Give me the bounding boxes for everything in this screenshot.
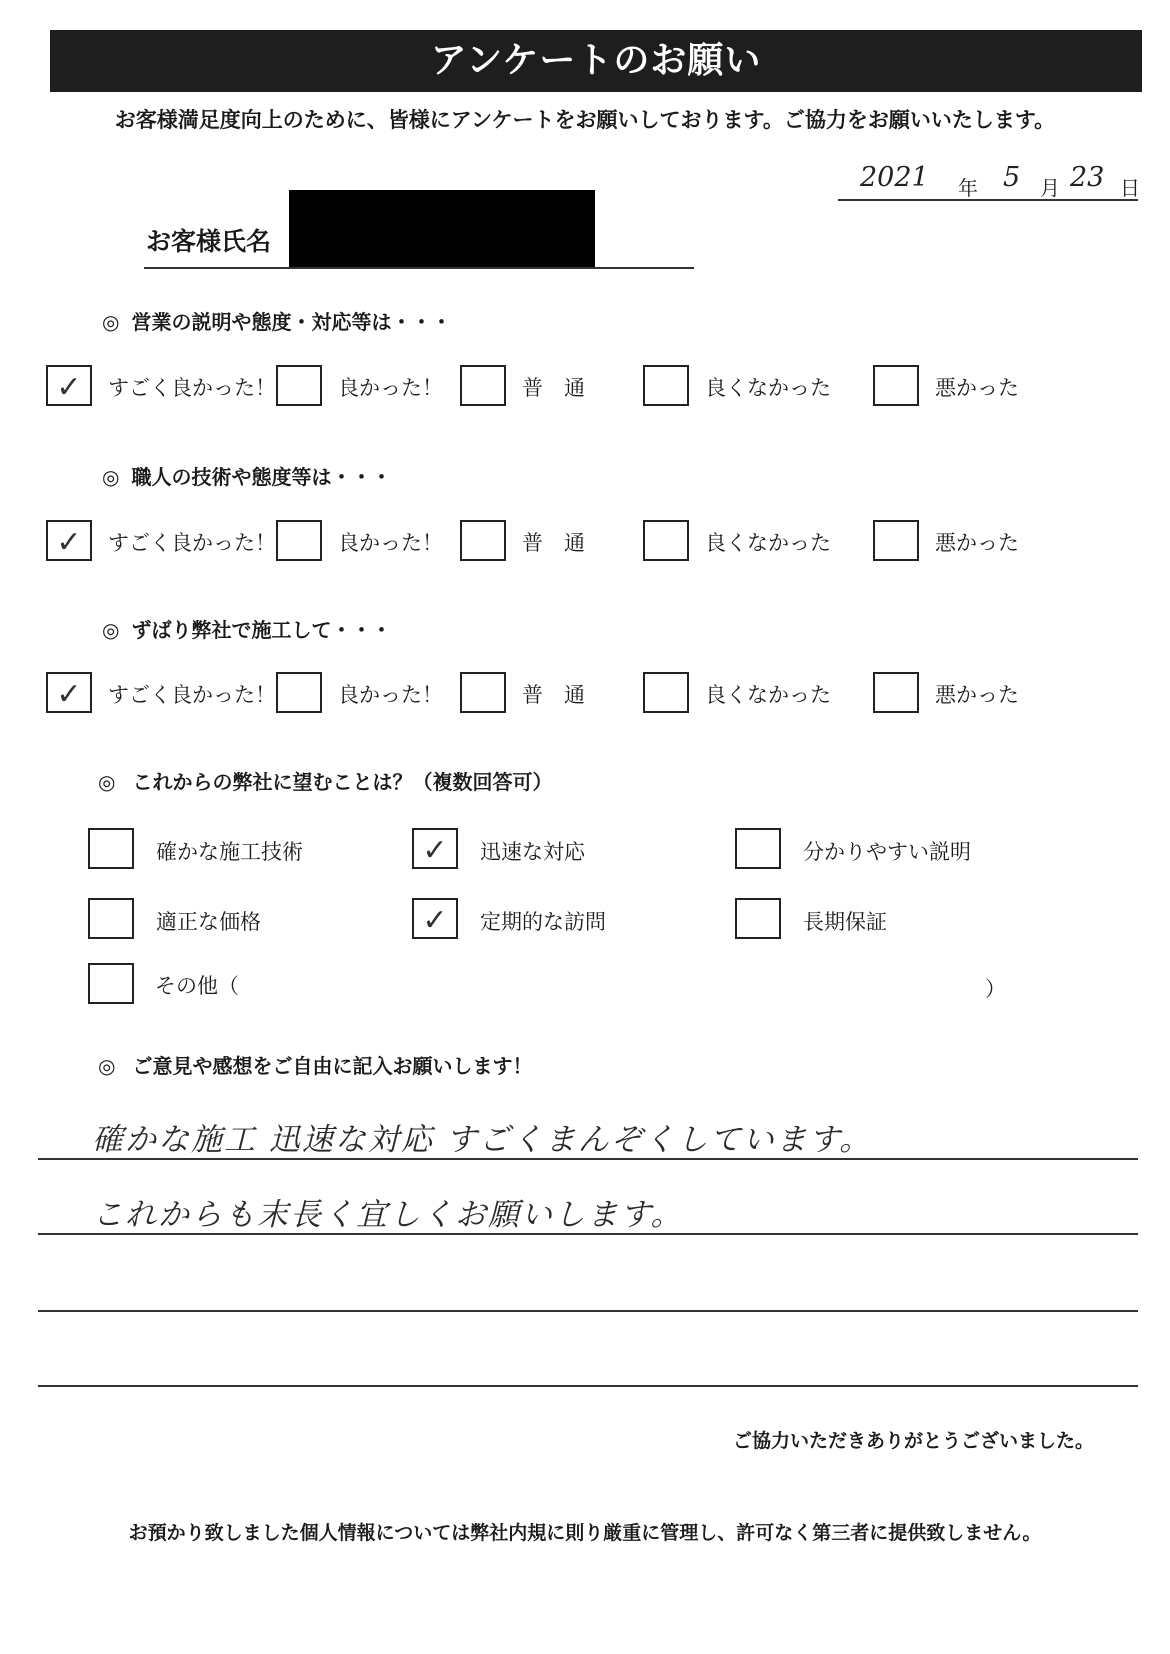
date-year-unit: 年: [958, 176, 978, 200]
wish-option-label: 分かりやすい説明: [803, 840, 971, 864]
question-1: [102, 306, 451, 335]
date-day-unit: 日: [1120, 176, 1140, 200]
rating-checkbox[interactable]: [460, 365, 506, 406]
rating-checkbox[interactable]: [276, 520, 322, 561]
rating-option-label: 悪かった: [935, 683, 1019, 707]
check-mark-icon: ✓: [56, 370, 82, 405]
rating-option-label: すごく良かった！: [108, 683, 276, 707]
question-3: [102, 614, 391, 643]
rating-option-label: 良かった！: [338, 376, 443, 400]
rating-checkbox[interactable]: [276, 672, 322, 713]
date-year: 2021: [860, 162, 929, 193]
wish-checkbox[interactable]: [735, 898, 781, 939]
rating-checkbox[interactable]: [643, 520, 689, 561]
rating-checkbox[interactable]: [460, 520, 506, 561]
intro-text: お客様満足度向上のために、皆様にアンケートをお願いしております。ご協力をお願いいたします。: [114, 108, 1056, 132]
rating-checkbox[interactable]: [873, 365, 919, 406]
privacy-notice: お預かり致しました個人情報については弊社内規に則り厳重に管理し、許可なく第三者に提供致しません。: [128, 1522, 1042, 1544]
rating-option-label: 悪かった: [935, 531, 1019, 555]
rating-option-label: 普 通: [522, 683, 585, 707]
other-label: その他（: [155, 974, 239, 998]
wish-checkbox[interactable]: [88, 828, 134, 869]
check-mark-icon: ✓: [56, 677, 82, 712]
date-month-unit: 月: [1040, 176, 1060, 200]
wish-option-label: 適正な価格: [156, 910, 261, 934]
rating-option-label: 良くなかった: [705, 683, 831, 707]
rating-option-label: 良くなかった: [705, 531, 831, 555]
wish-checkbox[interactable]: [88, 898, 134, 939]
wish-option-label: 長期保証: [803, 910, 887, 934]
rating-checkbox[interactable]: [46, 520, 92, 561]
date-day: 23: [1070, 162, 1105, 193]
check-mark-icon: ✓: [422, 903, 448, 938]
rating-checkbox[interactable]: [276, 365, 322, 406]
customer-name-label: お客様氏名: [146, 227, 272, 256]
question-marker: ◎: [102, 618, 120, 642]
date-month: 5: [1003, 162, 1021, 193]
wishes-title: これからの弊社に望むことは？（複数回答可）: [132, 770, 553, 794]
rating-checkbox[interactable]: [873, 672, 919, 713]
wish-option-label: 迅速な対応: [480, 840, 585, 864]
question-text: ずばり弊社で施工して・・・: [131, 618, 392, 642]
redaction-block: [289, 190, 595, 267]
date-underline: [838, 199, 1138, 201]
question-marker: ◎: [102, 465, 120, 489]
rating-checkbox[interactable]: [873, 520, 919, 561]
question-marker: ◎: [102, 310, 120, 334]
check-mark-icon: ✓: [422, 833, 448, 868]
comment-line: [38, 1310, 1138, 1312]
comments-question: [98, 1050, 533, 1079]
question-2: [102, 461, 391, 490]
comment-line: [38, 1385, 1138, 1387]
wish-checkbox[interactable]: [412, 828, 458, 869]
wishes-question: [98, 766, 553, 795]
rating-option-label: 悪かった: [935, 376, 1019, 400]
check-mark-icon: ✓: [56, 525, 82, 560]
rating-option-label: 良かった！: [338, 683, 443, 707]
wish-option-label: 定期的な訪問: [480, 910, 606, 934]
rating-option-label: 普 通: [522, 531, 585, 555]
rating-checkbox[interactable]: [460, 672, 506, 713]
comment-text: これからも末長く宜しくお願いします。: [92, 1197, 684, 1233]
question-text: 職人の技術や態度等は・・・: [131, 465, 392, 489]
rating-checkbox[interactable]: [643, 672, 689, 713]
wish-checkbox[interactable]: [412, 898, 458, 939]
comment-text: 確かな施工 迅速な対応 すごくまんぞくしています。: [92, 1122, 873, 1158]
page-title: アンケートのお願い: [430, 40, 762, 81]
question-marker: ◎: [98, 1054, 116, 1078]
wish-checkbox[interactable]: [735, 828, 781, 869]
rating-option-label: すごく良かった！: [108, 376, 276, 400]
rating-checkbox[interactable]: [46, 672, 92, 713]
question-marker: ◎: [98, 770, 116, 794]
other-close: ）: [985, 977, 1006, 1001]
wish-option-label: 確かな施工技術: [156, 840, 303, 864]
comments-title: ご意見や感想をご自由に記入お願いします！: [132, 1054, 533, 1078]
rating-option-label: すごく良かった！: [108, 531, 276, 555]
rating-checkbox[interactable]: [46, 365, 92, 406]
rating-checkbox[interactable]: [643, 365, 689, 406]
rating-option-label: 普 通: [522, 376, 585, 400]
other-checkbox[interactable]: [88, 963, 134, 1004]
rating-option-label: 良くなかった: [705, 376, 831, 400]
rating-option-label: 良かった！: [338, 531, 443, 555]
customer-name-underline: [144, 267, 694, 269]
question-text: 営業の説明や態度・対応等は・・・: [131, 310, 452, 334]
thanks-text: ご協力いただきありがとうございました。: [733, 1430, 1095, 1452]
